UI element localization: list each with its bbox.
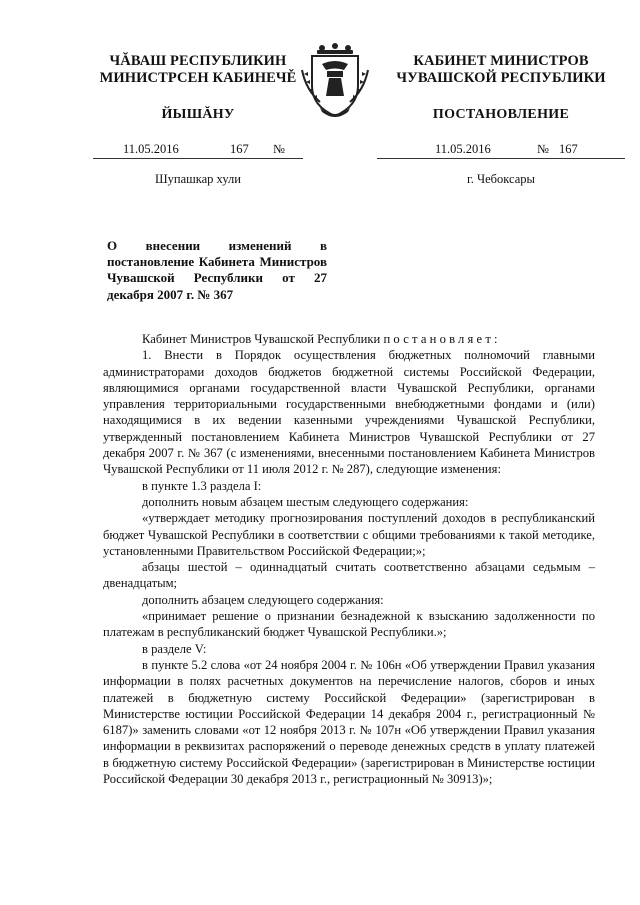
header-left-date-underline [93,158,303,159]
document-body [103,331,595,787]
header-left-date-row [93,143,303,159]
header-left-date: 11.05.2016 [123,142,179,156]
body-paragraph: в разделе V: [142,641,207,656]
header-left-doc-type: ЙЫШĂНУ [161,107,235,122]
header-right-title: КАБИНЕТ МИНИСТРОВ ЧУВАШСКОЙ РЕСПУБЛИКИ [396,53,606,86]
body-paragraph: дополнить абзацем следующего содержания: [142,592,384,607]
intro-verb: постановляет: [383,332,501,346]
body-paragraph: в пункте 1.3 раздела I: [142,478,262,493]
body-paragraph: «утверждает методику прогнозирования поступлений доходов в республиканский бюджет Чувашской Республики в соответствии с общими требованиями к такой методике, установленными Правительством Российской Федерации;»; [103,511,595,558]
body-paragraph: 1. Внести в Порядок осуществления бюджетных полномочий главными администраторами доходов бюджетов бюджетной системы Российской Федерации, являющимися органами государственной власти Чувашской Республики, органами управления территориальными государственными внебюджетными фондами и (или) находящимися в их ведении казенными учреждениями Чувашской Республики, утвержденный постановлением Кабинета Министров Чувашской Республики от 27 декабря 2007 г. № 367 (с изменениями, внесенными постановлением Кабинета Министров Чувашской Республики от 11 июля 2012 г. № 287), следующие изменения: [103,348,595,477]
header-right-number: 167 [559,142,578,156]
header-right-block [377,53,625,187]
header-left-title: ЧĂВАШ РЕСПУБЛИКИН МИНИСТРСЕН КАБИНЕЧĚ [99,53,297,86]
header-right-city: г. Чебоксары [467,172,535,186]
intro-prefix: Кабинет Министров Чувашской Республики [142,332,381,346]
header-right-date: 11.05.2016 [435,142,491,156]
header-left-number: 167 [230,142,249,156]
header-left-number-sign: № [273,142,285,156]
body-paragraph: в пункте 5.2 слова «от 24 ноября 2004 г. № 106н «Об утверждении Правил указания информации в полях расчетных документов на перечисление налогов, сборов и иных платежей в бюджетную систему Российской Федерации» (зарегистрирован в Министерстве юстиции Российской Федерации 14 декабря 2004 г., регистрационный № 6187)» заменить словами «от 12 ноября 2013 г. № 107н «Об утверждении Правил указания информации в реквизитах распоряжений о переводе денежных средств в уплату платежей в бюджетную систему Российской Федерации» (зарегистрирован в Министерстве юстиции Российской Федерации 30 декабря 2013 г., регистрационный № 30913)»; [103,657,595,787]
document-title: О внесении изменений в постановление Кабинета Министров Чувашской Республики от 27 декабря 2007 г. № 367 [107,238,327,302]
header-right-doc-type: ПОСТАНОВЛЕНИЕ [432,107,570,122]
chuvash-coat-of-arms-icon [300,40,370,122]
header-right-date-row [377,143,625,159]
body-paragraph: дополнить новым абзацем шестым следующего содержания: [142,494,469,509]
intro-paragraph [103,331,595,347]
body-paragraph: абзацы шестой – одиннадцатый считать соответственно абзацами седьмым – двенадцатым; [103,560,595,591]
body-paragraph: «принимает решение о признании безнадежной к взысканию задолженности по платежам в республиканский бюджет Чувашской Республики.»; [103,609,595,640]
header-right-date-underline [377,158,625,159]
header-left-city: Шупашкар хули [155,172,241,186]
header-right-number-sign: № [537,142,549,156]
header-left-block [93,53,303,187]
